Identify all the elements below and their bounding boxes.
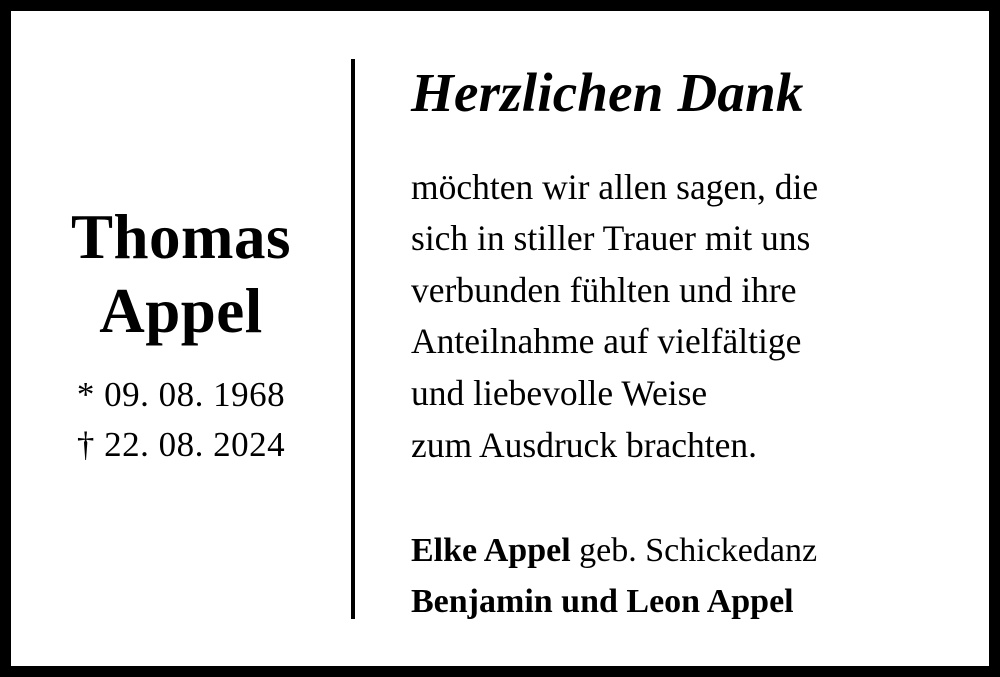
signer-line: [411, 576, 971, 627]
body-line: verbunden fühlten und ihre: [411, 269, 797, 310]
thanks-body: [411, 162, 971, 472]
life-dates: [25, 370, 337, 469]
signer-line: [411, 525, 971, 576]
body-line: sich in stiller Trauer mit uns: [411, 218, 811, 259]
death-date: † 22. 08. 2024: [76, 425, 286, 465]
signer-suffix: geb. Schickedanz: [570, 532, 818, 570]
signers-list: [411, 525, 971, 627]
deceased-name: [25, 201, 337, 348]
thanks-heading: Herzlichen Dank: [411, 62, 804, 123]
signer-name: Elke Appel: [411, 532, 571, 570]
deceased-last-name: Appel: [99, 275, 263, 346]
obituary-inner: [11, 11, 989, 666]
deceased-first-name: Thomas: [70, 202, 292, 272]
signer-name: Benjamin und Leon Appel: [411, 583, 794, 621]
body-line: und liebevolle Weise: [411, 373, 708, 414]
vertical-divider-rule: [351, 59, 355, 619]
body-line: möchten wir allen sagen, die: [411, 166, 819, 207]
birth-date: * 09. 08. 1968: [76, 375, 286, 415]
body-line: zum Ausdruck brachten.: [411, 424, 758, 465]
deceased-block: [25, 201, 337, 470]
body-line: Anteilnahme auf vielfältige: [411, 321, 802, 362]
message-block: [411, 63, 971, 627]
